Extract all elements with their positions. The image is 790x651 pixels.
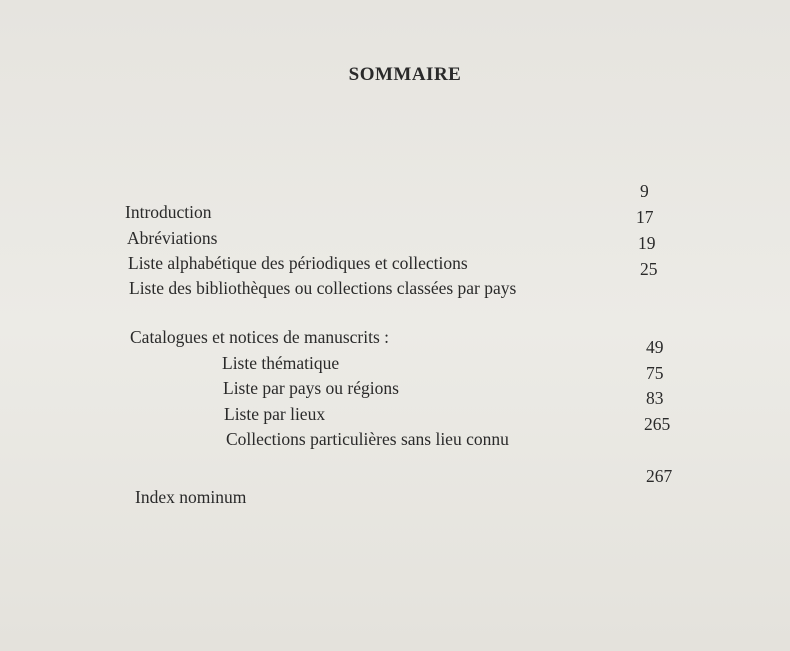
page-number: 9 bbox=[640, 181, 649, 201]
page-title: SOMMAIRE bbox=[348, 64, 462, 85]
toc-entry-periodiques: Liste alphabétique des périodiques et collections bbox=[128, 253, 468, 273]
page-number: 17 bbox=[636, 207, 654, 227]
page-number: 49 bbox=[646, 337, 664, 357]
toc-section-catalogues: Catalogues et notices de manuscrits : bbox=[130, 327, 390, 347]
toc-entry-bibliotheques: Liste des bibliothèques ou collections classées par pays bbox=[129, 278, 517, 298]
page-number: 25 bbox=[640, 259, 658, 279]
page-number: 265 bbox=[644, 414, 671, 434]
toc-entry-pays-regions: Liste par pays ou régions bbox=[223, 378, 399, 398]
toc-entry-lieux: Liste par lieux bbox=[224, 404, 326, 424]
toc-entry-abreviations: Abréviations bbox=[127, 228, 218, 248]
page-number: 83 bbox=[646, 388, 664, 408]
toc-entry-index-nominum: Index nominum bbox=[135, 487, 247, 507]
toc-entry-collections-particulieres: Collections particulières sans lieu connu bbox=[226, 429, 509, 449]
page-number: 267 bbox=[646, 466, 673, 486]
toc-entry-thematique: Liste thématique bbox=[222, 353, 340, 373]
toc-entry-introduction: Introduction bbox=[125, 202, 212, 222]
page-number: 19 bbox=[638, 233, 656, 253]
page-number: 75 bbox=[646, 363, 664, 383]
